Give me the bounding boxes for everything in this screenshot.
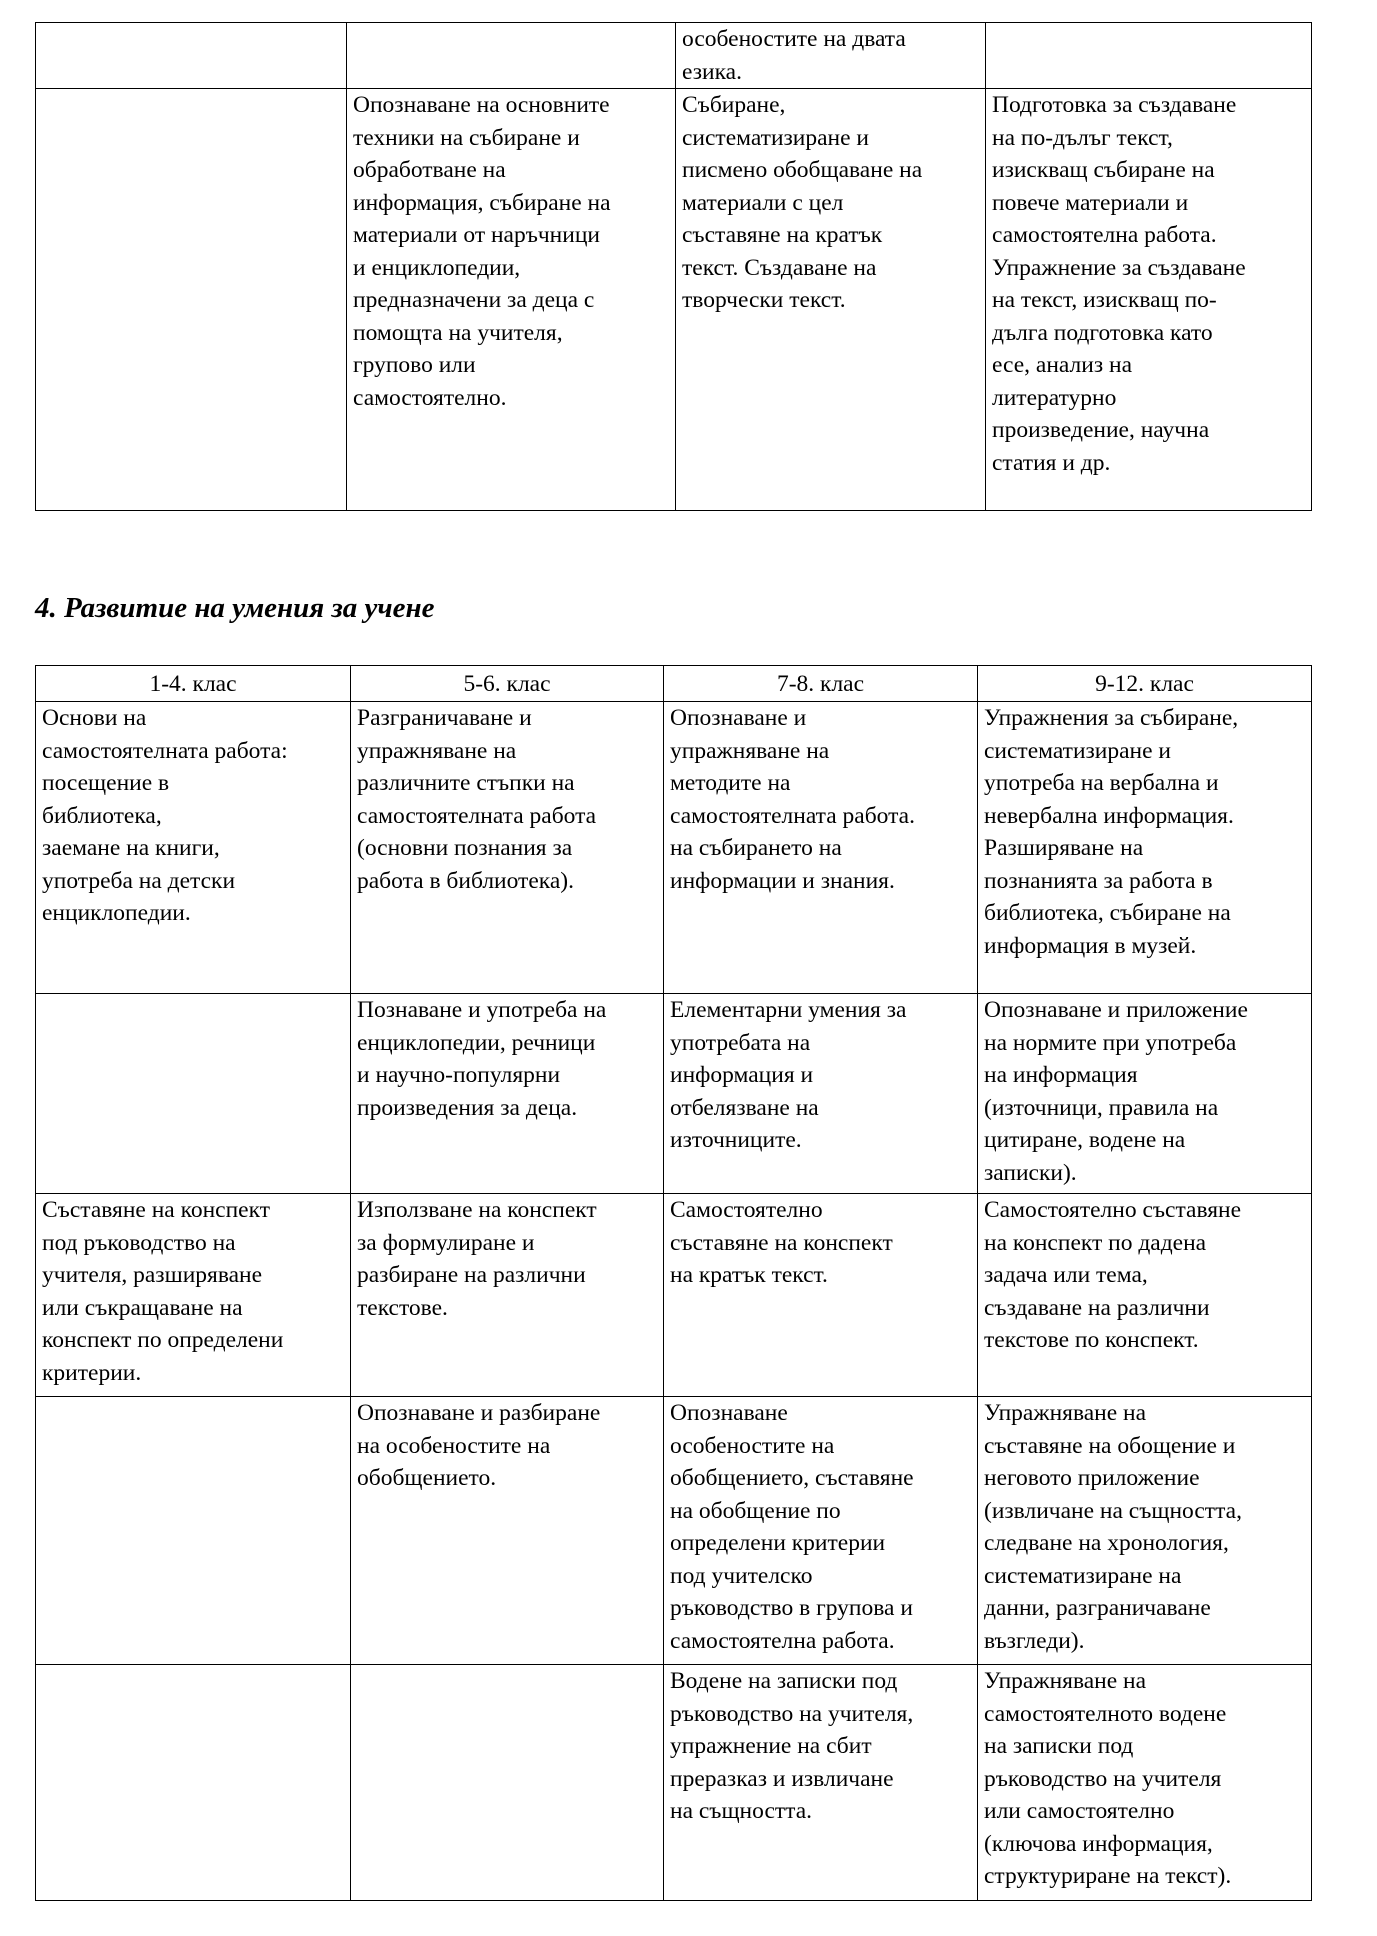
section-heading: 4. Развитие на умения за учене: [35, 592, 435, 624]
table-cell: [36, 994, 351, 1194]
table-cell: Опознаване особеностите на обобщението, съставяне на обобщение по определени критерии под учителско ръководство в групова и самостоятелна работа.: [664, 1397, 978, 1665]
table-cell: Упражнения за събиране, систематизиране и употреба на вербална и невербална информация. Разширяване на познанията за работа в библиотека, събиране на информация в музей.: [978, 702, 1312, 994]
skills-table: [35, 665, 1312, 1901]
table-cell: Използване на конспект за формулиране и разбиране на различни текстове.: [351, 1194, 664, 1397]
table-cell: [347, 23, 676, 89]
table-cell: [36, 1397, 351, 1665]
column-header: 1-4. клас: [36, 666, 351, 702]
table-cell: Разграничаване и упражняване на различните стъпки на самостоятелната работа (основни познания за работа в библиотека).: [351, 702, 664, 994]
table-cell: [36, 1665, 351, 1901]
table-cell: Самостоятелно съставяне на конспект по дадена задача или тема, създаване на различни текстове по конспект.: [978, 1194, 1312, 1397]
table-cell: Упражняване на самостоятелното водене на записки под ръководство на учителя или самостоятелно (ключова информация, структуриране на текст).: [978, 1665, 1312, 1901]
column-header: 9-12. клас: [978, 666, 1312, 702]
table-cell: [36, 89, 347, 511]
table-header-row: [36, 666, 1312, 702]
table-cell: Елементарни умения за употребата на информация и отбелязване на източниците.: [664, 994, 978, 1194]
table-cell: Познаване и употреба на енциклопедии, речници и научно-популярни произведения за деца.: [351, 994, 664, 1194]
table-row: [36, 994, 1312, 1194]
table-cell: [351, 1665, 664, 1901]
table-cell: [36, 23, 347, 89]
table-cell: Водене на записки под ръководство на учителя, упражнение на сбит преразказ и извличане на същността.: [664, 1665, 978, 1901]
table-cell: Опознаване на основните техники на събиране и обработване на информация, събиране на материали от наръчници и енциклопедии, предназначени за деца с помощта на учителя, групово или самостоятелно.: [347, 89, 676, 511]
table-row: [36, 89, 1312, 511]
table-row: [36, 1194, 1312, 1397]
table-cell: Упражняване на съставяне на обощение и неговото приложение (извличане на същността, следване на хронология, систематизиране на данни, разграничаване възгледи).: [978, 1397, 1312, 1665]
top-table: [35, 22, 1312, 511]
table-cell: Съставяне на конспект под ръководство на учителя, разширяване или съкращаване на конспект по определени критерии.: [36, 1194, 351, 1397]
table-cell: Самостоятелно съставяне на конспект на кратък текст.: [664, 1194, 978, 1397]
table-cell: Основи на самостоятелната работа: посещение в библиотека, заемане на книги, употреба на детски енциклопедии.: [36, 702, 351, 994]
table-cell: особеностите на двата езика.: [676, 23, 986, 89]
table-row: [36, 702, 1312, 994]
table-cell: Подготовка за създаване на по-дълъг текст, изискващ събиране на повече материали и самостоятелна работа. Упражнение за създаване на текст, изискващ по- дълга подготовка като есе, анализ на литературно произведение, научна статия и др.: [986, 89, 1312, 511]
column-header: 7-8. клас: [664, 666, 978, 702]
table-cell: Събиране, систематизиране и писмено обобщаване на материали с цел съставяне на кратък текст. Създаване на творчески текст.: [676, 89, 986, 511]
column-header: 5-6. клас: [351, 666, 664, 702]
table-row: [36, 1397, 1312, 1665]
table-cell: Опознаване и приложение на нормите при употреба на информация (източници, правила на цитиране, водене на записки).: [978, 994, 1312, 1194]
table-row: [36, 1665, 1312, 1901]
table-cell: Опознаване и упражняване на методите на самостоятелната работа. на събирането на информации и знания.: [664, 702, 978, 994]
table-cell: Опознаване и разбиране на особеностите на обобщението.: [351, 1397, 664, 1665]
table-cell: [986, 23, 1312, 89]
table-row: [36, 23, 1312, 89]
